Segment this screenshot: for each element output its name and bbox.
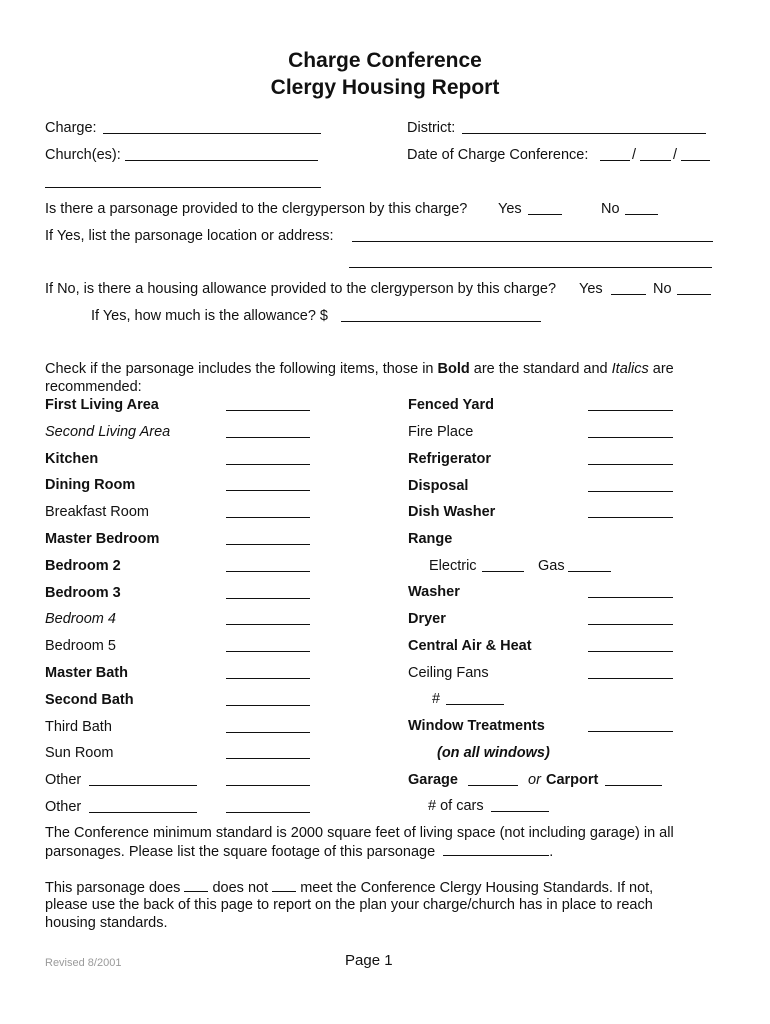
other-description-field[interactable] bbox=[89, 785, 197, 786]
left-item-label: Other bbox=[45, 772, 82, 788]
on-all-windows-note: (on all windows) bbox=[437, 745, 550, 761]
standard-text-line-1: The Conference minimum standard is 2000 square feet of living space (not including garage) in all bbox=[45, 825, 674, 841]
left-item-label: Second Bath bbox=[45, 692, 134, 708]
dryer-field[interactable] bbox=[588, 624, 673, 625]
parsonage-question: Is there a parsonage provided to the clergyperson by this charge? bbox=[45, 201, 468, 217]
italics-word: Italics bbox=[611, 361, 649, 377]
left-item-label: Dining Room bbox=[45, 477, 136, 493]
item-central-air: Central Air & Heat bbox=[408, 638, 532, 654]
allowance-yes-label: Yes bbox=[579, 281, 603, 297]
location-field[interactable] bbox=[352, 241, 713, 242]
item-disposal: Disposal bbox=[408, 478, 469, 494]
location-question: If Yes, list the parsonage location or address: bbox=[45, 228, 334, 244]
parsonage-no-field[interactable] bbox=[625, 214, 658, 215]
item-range: Range bbox=[408, 531, 453, 547]
square-footage-field[interactable] bbox=[443, 842, 549, 856]
left-item-check-field[interactable] bbox=[226, 571, 310, 572]
left-item-check-field[interactable] bbox=[226, 517, 310, 518]
garage-field[interactable] bbox=[468, 785, 518, 786]
parsonage-no-label: No bbox=[601, 201, 620, 217]
does-field[interactable] bbox=[184, 878, 208, 892]
date-year-field[interactable] bbox=[681, 160, 710, 161]
left-item-check-field[interactable] bbox=[226, 678, 310, 679]
item-washer: Washer bbox=[408, 584, 460, 600]
check-intro-line-2: recommended: bbox=[45, 379, 142, 395]
left-item-check-field[interactable] bbox=[226, 624, 310, 625]
range-gas-field[interactable] bbox=[568, 571, 611, 572]
left-item-label: Kitchen bbox=[45, 451, 99, 467]
page-number: Page 1 bbox=[345, 952, 393, 969]
range-electric-field[interactable] bbox=[482, 571, 524, 572]
item-dish-washer: Dish Washer bbox=[408, 504, 496, 520]
bold-word: Bold bbox=[437, 361, 470, 377]
item-fenced-yard: Fenced Yard bbox=[408, 397, 494, 413]
ceiling-fans-count-field[interactable] bbox=[446, 704, 504, 705]
left-item-check-field[interactable] bbox=[226, 705, 310, 706]
district-field[interactable] bbox=[462, 133, 706, 134]
standard-text-line-2: parsonages. Please list the square footage of this parsonage . bbox=[45, 844, 554, 860]
fire-place-field[interactable] bbox=[588, 437, 673, 438]
date-separator: / bbox=[632, 147, 637, 163]
meets-text-line-1: This parsonage does does not meet the Conference Clergy Housing Standards. If not, bbox=[45, 880, 654, 896]
num-cars-label: # of cars bbox=[428, 798, 484, 814]
item-ceiling-fans: Ceiling Fans bbox=[408, 665, 489, 681]
check-intro-line-1: Check if the parsonage includes the following items, those in Bold are the standard and Italics are bbox=[45, 361, 674, 377]
item-fire-place: Fire Place bbox=[408, 424, 474, 440]
allowance-yes-field[interactable] bbox=[611, 294, 646, 295]
left-item-check-field[interactable] bbox=[226, 437, 310, 438]
left-item-check-field[interactable] bbox=[226, 651, 310, 652]
churches-label: Church(es): bbox=[45, 147, 121, 163]
date-day-field[interactable] bbox=[640, 160, 671, 161]
left-item-label: Bedroom 5 bbox=[45, 638, 116, 654]
left-item-label: Bedroom 2 bbox=[45, 558, 121, 574]
range-electric-label: Electric bbox=[429, 558, 477, 574]
num-cars-field[interactable] bbox=[491, 811, 549, 812]
item-garage: Garage bbox=[408, 772, 458, 788]
churches-extra-field[interactable] bbox=[45, 187, 321, 188]
charge-label: Charge: bbox=[45, 120, 97, 136]
left-item-label: Other bbox=[45, 799, 82, 815]
item-refrigerator: Refrigerator bbox=[408, 451, 491, 467]
left-item-label: First Living Area bbox=[45, 397, 159, 413]
item-window-treatments: Window Treatments bbox=[408, 718, 545, 734]
left-item-check-field[interactable] bbox=[226, 812, 310, 813]
churches-field[interactable] bbox=[125, 160, 318, 161]
date-month-field[interactable] bbox=[600, 160, 630, 161]
left-item-check-field[interactable] bbox=[226, 732, 310, 733]
location-field-2[interactable] bbox=[349, 267, 712, 268]
allowance-no-field[interactable] bbox=[677, 294, 711, 295]
other-description-field[interactable] bbox=[89, 812, 197, 813]
left-item-check-field[interactable] bbox=[226, 544, 310, 545]
item-carport: Carport bbox=[546, 772, 599, 788]
district-label: District: bbox=[407, 120, 456, 136]
allowance-amount-field[interactable] bbox=[341, 321, 541, 322]
fenced-yard-field[interactable] bbox=[588, 410, 673, 411]
left-item-label: Master Bedroom bbox=[45, 531, 160, 547]
washer-field[interactable] bbox=[588, 597, 673, 598]
window-treatments-field[interactable] bbox=[588, 731, 673, 732]
left-item-label: Master Bath bbox=[45, 665, 128, 681]
date-label: Date of Charge Conference: bbox=[407, 147, 589, 163]
left-item-check-field[interactable] bbox=[226, 410, 310, 411]
left-item-label: Bedroom 3 bbox=[45, 585, 121, 601]
disposal-field[interactable] bbox=[588, 491, 673, 492]
date-separator: / bbox=[673, 147, 678, 163]
carport-field[interactable] bbox=[605, 785, 662, 786]
left-item-check-field[interactable] bbox=[226, 490, 310, 491]
left-item-check-field[interactable] bbox=[226, 598, 310, 599]
ceiling-fans-field[interactable] bbox=[588, 678, 673, 679]
revised-date: Revised 8/2001 bbox=[45, 957, 122, 969]
left-item-check-field[interactable] bbox=[226, 464, 310, 465]
central-air-field[interactable] bbox=[588, 651, 673, 652]
left-item-label: Second Living Area bbox=[45, 424, 171, 440]
does-not-field[interactable] bbox=[272, 878, 296, 892]
allowance-question: If No, is there a housing allowance provided to the clergyperson by this charge? bbox=[45, 281, 557, 297]
range-gas-label: Gas bbox=[538, 558, 565, 574]
title-line-1: Charge Conference bbox=[288, 49, 482, 72]
meets-text-line-2: please use the back of this page to report on the plan your charge/church has in place to reach bbox=[45, 897, 653, 913]
title-line-2: Clergy Housing Report bbox=[270, 76, 500, 99]
allowance-no-label: No bbox=[653, 281, 672, 297]
left-item-check-field[interactable] bbox=[226, 758, 310, 759]
left-item-label: Bedroom 4 bbox=[45, 611, 116, 627]
item-dryer: Dryer bbox=[408, 611, 446, 627]
ceiling-fans-count-label: # bbox=[432, 691, 441, 707]
left-item-label: Breakfast Room bbox=[45, 504, 149, 520]
parsonage-yes-label: Yes bbox=[498, 201, 522, 217]
refrigerator-field[interactable] bbox=[588, 464, 673, 465]
charge-field[interactable] bbox=[103, 133, 321, 134]
parsonage-yes-field[interactable] bbox=[528, 214, 562, 215]
or-word: or bbox=[528, 772, 541, 788]
dish-washer-field[interactable] bbox=[588, 517, 673, 518]
left-item-label: Third Bath bbox=[45, 719, 112, 735]
left-item-check-field[interactable] bbox=[226, 785, 310, 786]
meets-text-line-3: housing standards. bbox=[45, 915, 168, 931]
left-item-label: Sun Room bbox=[45, 745, 114, 761]
allowance-amount-label: If Yes, how much is the allowance? $ bbox=[91, 308, 328, 324]
